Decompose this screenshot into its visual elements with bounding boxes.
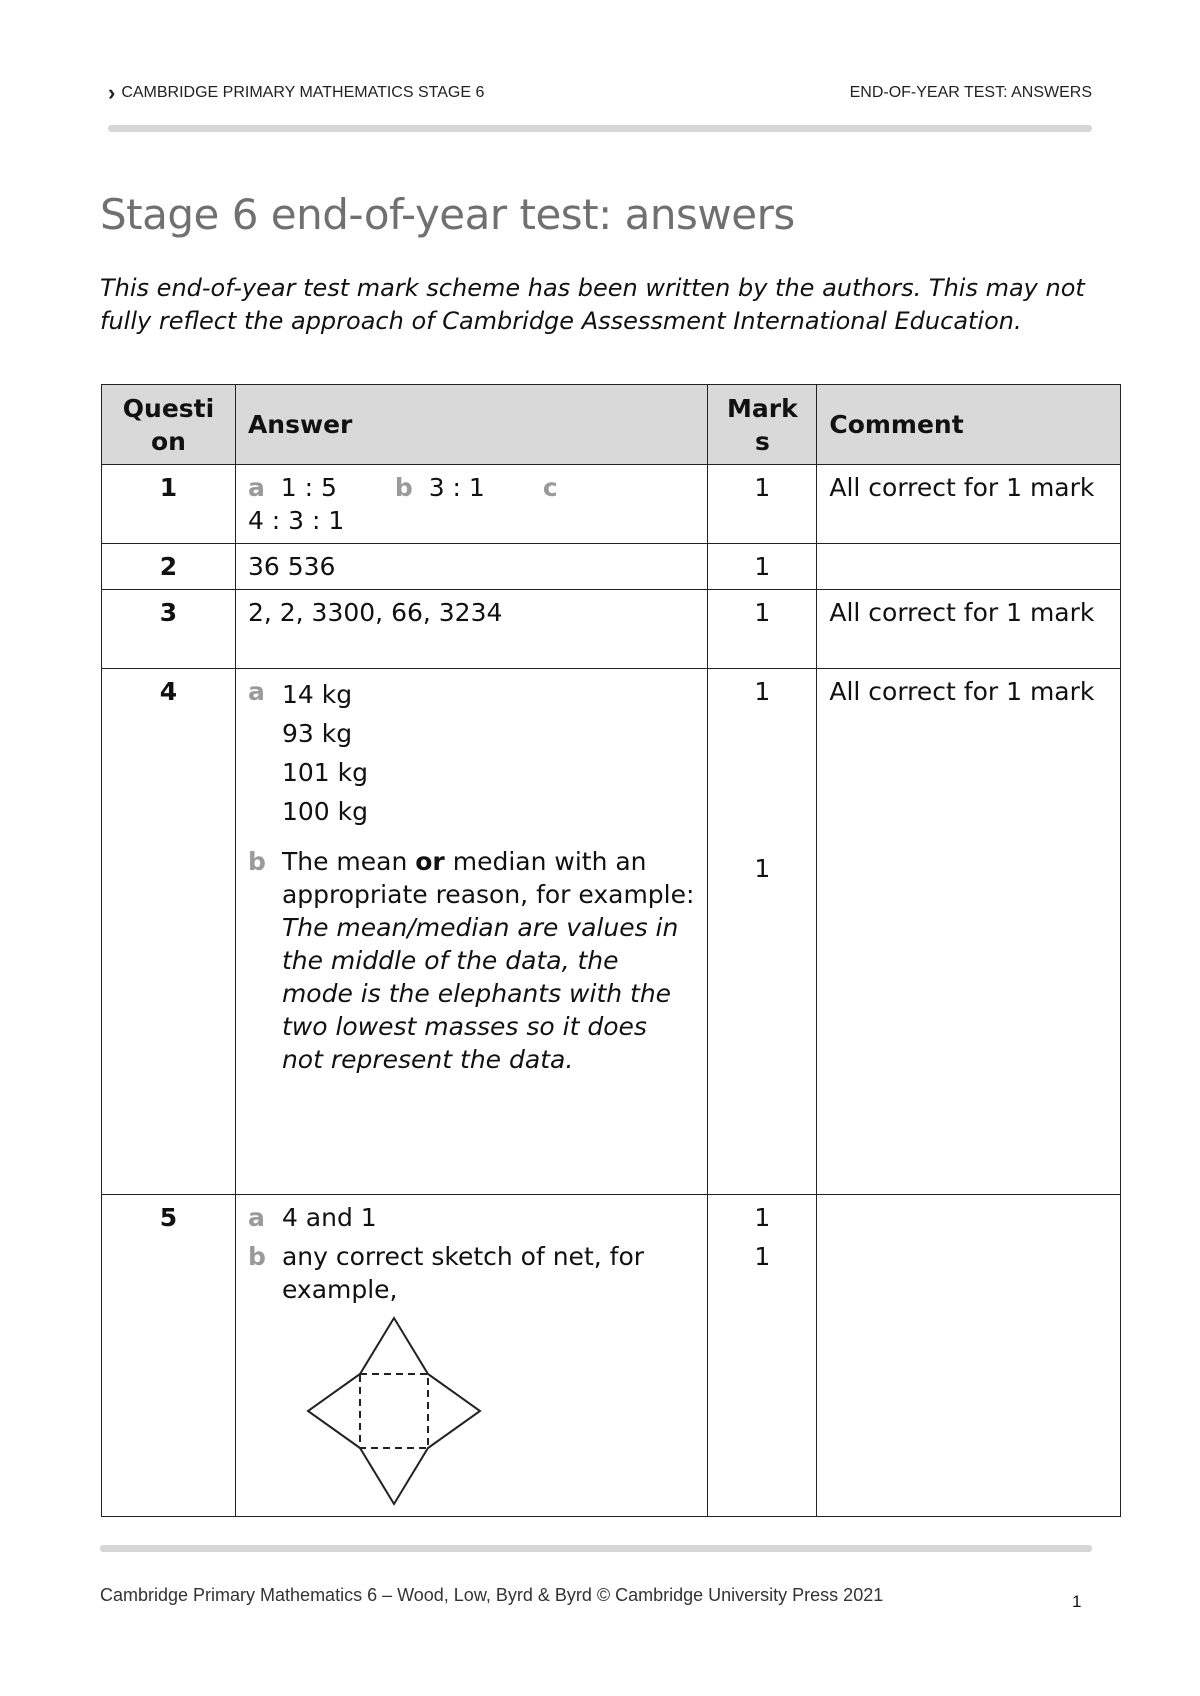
part-label: b	[394, 473, 413, 502]
footer-divider	[100, 1545, 1092, 1552]
answer-value: 100 kg	[281, 797, 368, 826]
answer-value: 36 536	[235, 544, 707, 590]
header-divider	[108, 125, 1092, 132]
mark-scheme-table	[101, 384, 1121, 1517]
answer-cell	[235, 669, 707, 1195]
marks-value: 1	[708, 465, 817, 544]
answer-value: 1 : 5	[280, 473, 337, 502]
part-label: a	[247, 473, 265, 502]
marks-value: 1	[708, 544, 817, 590]
net-base-square	[360, 1374, 428, 1448]
table-header-row	[102, 385, 1121, 465]
example-reason: The mean/median are values in the middle of the data, the mode is the elephants with the two lowest masses so it does not represent the data.	[281, 913, 679, 1074]
part-label: a	[247, 677, 265, 706]
answer-value: 3 : 1	[428, 473, 485, 502]
answer-text-emphasis: or	[415, 847, 445, 876]
answer-text: The mean	[281, 847, 408, 876]
answer-value: 4 and 1	[281, 1203, 377, 1232]
answer-value: 4 : 3 : 1	[247, 506, 345, 535]
question-number: 3	[102, 590, 236, 669]
marks-value: 1	[708, 590, 817, 669]
table-row	[102, 669, 1121, 1195]
question-number: 2	[102, 544, 236, 590]
answer-text: median with an appropriate reason, for example:	[281, 847, 695, 909]
marks-value: 1	[754, 854, 771, 883]
answer-value: any correct sketch of net, for example,	[281, 1242, 645, 1304]
part-label: a	[247, 1203, 265, 1232]
answer-part-b	[248, 845, 695, 1076]
column-header-comment: Comment	[817, 385, 1121, 465]
answer-value: 93 kg	[281, 719, 353, 748]
answer-value: 101 kg	[281, 758, 368, 787]
marks-value: 1	[754, 1242, 771, 1271]
header-section-title: END-OF-YEAR TEST: ANSWERS	[849, 84, 1092, 101]
part-label: b	[247, 847, 266, 876]
marks-cell	[708, 1195, 817, 1517]
question-number: 4	[102, 669, 236, 1195]
comment-text: All correct for 1 mark	[817, 465, 1121, 544]
table-row	[102, 590, 1121, 669]
header-course-title: CAMBRIDGE PRIMARY MATHEMATICS STAGE 6	[121, 84, 485, 101]
marks-value: 1	[754, 1203, 771, 1232]
intro-note: This end-of-year test mark scheme has been written by the authors. This may not fully reflect the approach of Cambridge Assessment International Education.	[100, 274, 1085, 335]
page-number: 1	[1072, 1592, 1082, 1611]
square-pyramid-net-diagram	[296, 1314, 496, 1510]
net-outline	[308, 1318, 480, 1504]
marks-cell	[708, 669, 817, 1195]
comment-text	[817, 1195, 1121, 1517]
comment-text: All correct for 1 mark	[817, 669, 1121, 1195]
page-header	[108, 80, 1092, 108]
part-label: c	[542, 473, 558, 502]
column-header-marks: Mark s	[708, 385, 817, 465]
answer-part-b	[248, 1240, 695, 1306]
chevron-right-icon: ›	[108, 80, 116, 105]
table-row	[102, 544, 1121, 590]
answer-part-a	[248, 675, 695, 831]
answer-cell	[235, 1195, 707, 1517]
column-header-answer: Answer	[235, 385, 707, 465]
part-label: b	[247, 1242, 266, 1271]
question-number: 1	[102, 465, 236, 544]
comment-text: All correct for 1 mark	[817, 590, 1121, 669]
header-left	[108, 80, 485, 105]
question-number: 5	[102, 1195, 236, 1517]
answer-value: 2, 2, 3300, 66, 3234	[235, 590, 707, 669]
answer-value: 14 kg	[281, 680, 353, 709]
answer-cell	[235, 465, 707, 544]
column-header-question: Questi on	[102, 385, 236, 465]
marks-value: 1	[754, 677, 771, 706]
answer-part-a	[248, 1201, 695, 1234]
footer-credit: Cambridge Primary Mathematics 6 – Wood, Low, Byrd & Byrd © Cambridge University Press 2021	[100, 1585, 884, 1605]
table-row	[102, 1195, 1121, 1517]
table-row	[102, 465, 1121, 544]
page-title: Stage 6 end-of-year test: answers	[100, 190, 795, 239]
comment-text	[817, 544, 1121, 590]
